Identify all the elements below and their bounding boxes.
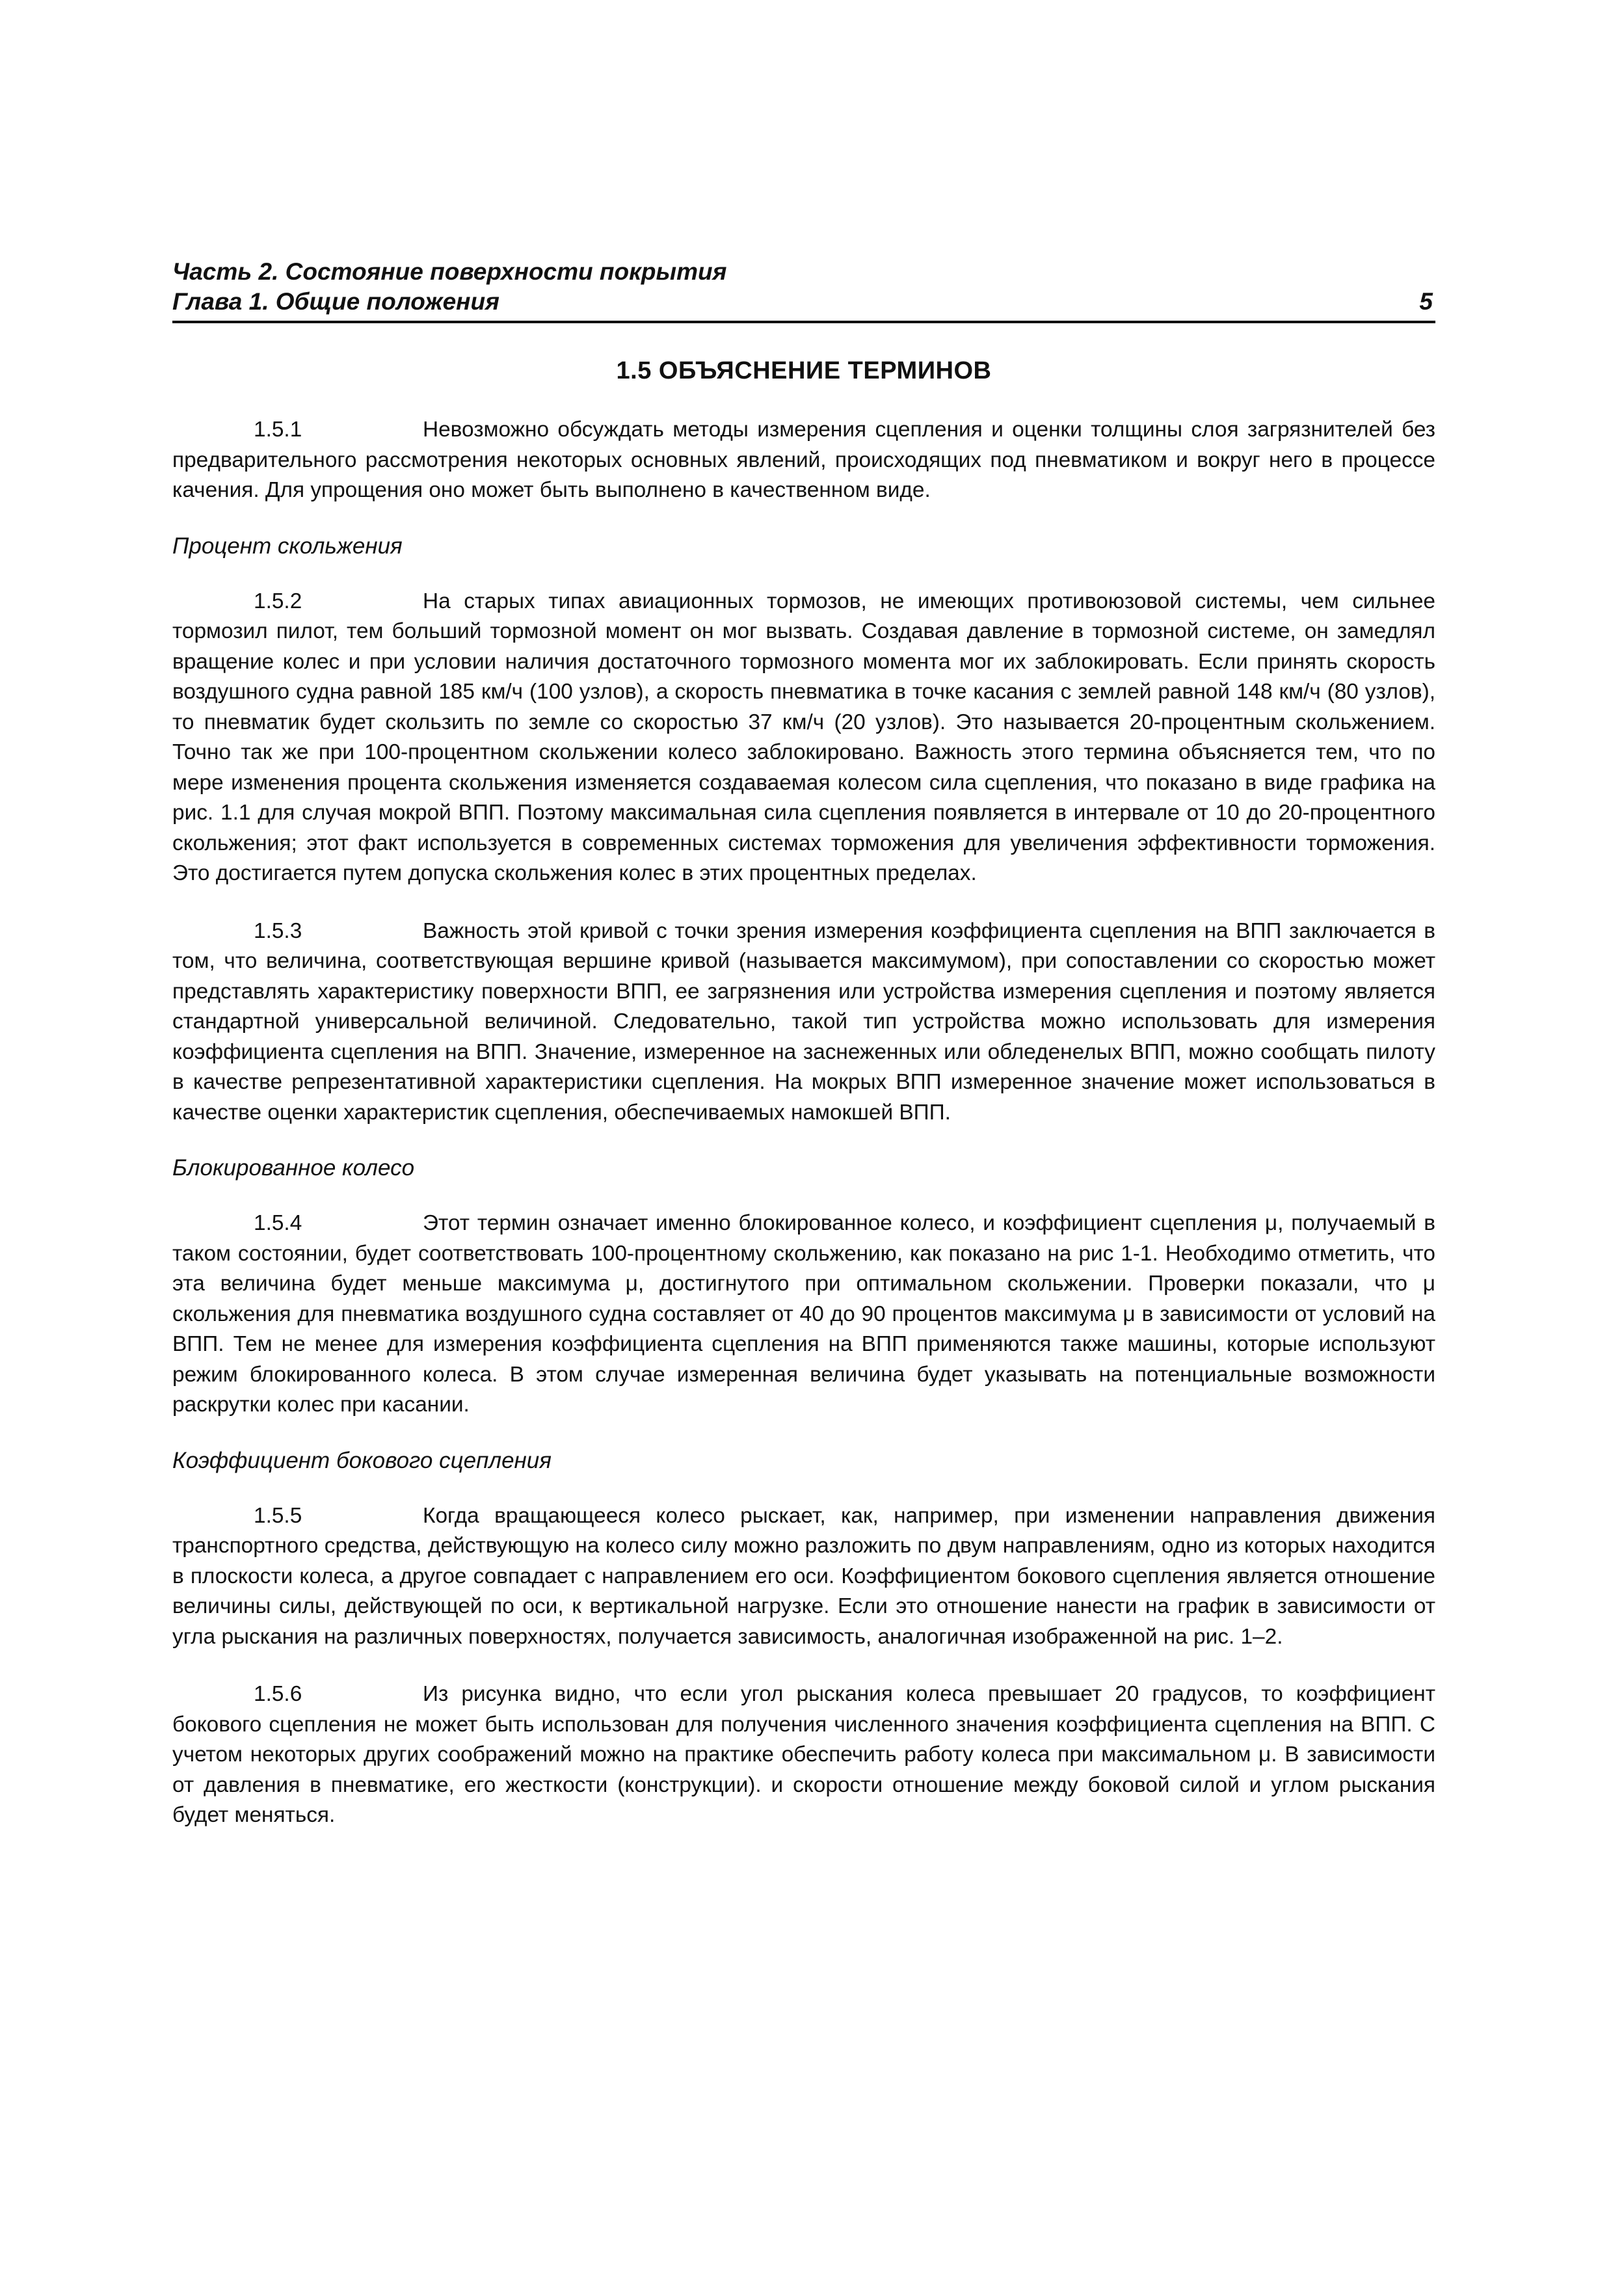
header-chapter-title: Глава 1. Общие положения [172,288,499,315]
paragraph-text: Важность этой кривой с точки зрения измерения коэффициента сцепления на ВПП заключается в том, что величина, соответствующая вершине кривой (называется максимумом), при сопоставлении со скоростью может представлять характеристику поверхности ВПП, ее загрязнения или устройства измерения сцепления и поэтому является стандартной универсальной величиной. Следовательно, такой тип устройства можно использовать для измерения коэффициента сцепления на ВПП. Значение, измеренное на заснеженных или обледенелых ВПП, можно сообщать пилоту в качестве репрезентативной характеристики сцепления. На мокрых ВПП измеренное значение может использоваться в качестве оценки характеристик сцепления, обеспечиваемых намокшей ВПП. [172,918,1435,1125]
paragraph-number: 1.5.6 [254,1682,302,1706]
paragraph-text: Невозможно обсуждать методы измерения сцепления и оценки толщины слоя загрязнителей без предварительного рассмотрения некоторых основных явлений, происходящих под пневматиком и вокруг него в процессе качения. Для упрощения оно может быть выполнено в качественном виде. [172,418,1435,502]
paragraph-number: 1.5.2 [254,589,302,613]
paragraph-number: 1.5.1 [254,418,302,442]
paragraph-1-5-6 [172,1679,1435,1831]
section-title: 1.5 ОБЪЯСНЕНИЕ ТЕРМИНОВ [616,357,992,384]
paragraph-number: 1.5.5 [254,1503,302,1528]
paragraph-number: 1.5.3 [254,918,302,943]
paragraph-1-5-2 [172,587,1435,889]
paragraph-1-5-1 [172,415,1435,506]
subheading-slip-percent: Процент скольжения [172,533,403,559]
paragraph-number: 1.5.4 [254,1211,302,1235]
subheading-locked-wheel: Блокированное колесо [172,1155,415,1181]
paragraph-1-5-3 [172,916,1435,1128]
header-part-title: Часть 2. Состояние поверхности покрытия [172,258,727,285]
paragraph-text: Из рисунка видно, что если угол рыскания колеса превышает 20 градусов, то коэффициент бокового сцепления не может быть использован для получения численного значения коэффициента сцепления на ВПП. С учетом некоторых других соображений можно на практике обеспечить работу колеса при максимальном μ. В зависимости от давления в пневматике, его жесткости (конструкции). и скорости отношение между боковой силой и углом рыскания будет меняться. [172,1682,1435,1827]
page-number: 5 [1419,288,1433,315]
subheading-side-friction: Коэффициент бокового сцепления [172,1447,552,1473]
paragraph-1-5-5 [172,1501,1435,1653]
paragraph-text: На старых типах авиационных тормозов, не имеющих противоюзовой системы, чем сильнее тормозил пилот, тем больший тормозной момент он мог вызвать. Создавая давление в тормозной системе, он замедлял вращение колес и при условии наличия достаточного тормозного момента мог их заблокировать. Если принять скорость воздушного судна равной 185 км/ч (100 узлов), а скорость пневматика в точке касания с землей равной 148 км/ч (80 узлов), то пневматик будет скользить по земле со скоростью 37 км/ч (20 узлов). Это называется 20-процентным скольжением. Точно так же при 100-процентном скольжении колесо заблокировано. Важность этого термина объясняется тем, что по мере изменения процента скольжения изменяется создаваемая колесом сила сцепления, что показано в виде графика на рис. 1.1 для случая мокрой ВПП. Поэтому максимальная сила сцепления появляется в интервале от 10 до 20-процентного скольжения; этот факт используется в современных системах торможения для увеличения эффективности торможения. Это достигается путем допуска скольжения колес в этих процентных пределах. [172,589,1435,885]
paragraph-1-5-4 [172,1208,1435,1421]
paragraph-text: Когда вращающееся колесо рыскает, как, например, при изменении направления движения транспортного средства, действующую на колесо силу можно разложить по двум направлениям, одно из которых находится в плоскости колеса, а другое совпадает с направлением его оси. Коэффициентом бокового сцепления является отношение величины силы, действующей по оси, к вертикальной нагрузке. Если это отношение нанести на график в зависимости от угла рыскания на различных поверхностях, получается зависимость, аналогичная изображенной на рис. 1–2. [172,1503,1435,1649]
page [172,257,1435,1858]
running-header [172,257,1435,323]
paragraph-text: Этот термин означает именно блокированное колесо, и коэффициент сцепления μ, получаемый в таком состоянии, будет соответствовать 100-процентному скольжению, как показано на рис 1-1. Необходимо отметить, что эта величина будет меньше максимума μ, достигнутого при оптимальном скольжении. Проверки показали, что μ скольжения для пневматика воздушного судна составляет от 40 до 90 процентов максимума μ в зависимости от условий на ВПП. Тем не менее для измерения коэффициента сцепления на ВПП применяются также машины, которые используют режим блокированного колеса. В этом случае измеренная величина будет указывать на потенциальные возможности раскрутки колес при касании. [172,1211,1435,1417]
